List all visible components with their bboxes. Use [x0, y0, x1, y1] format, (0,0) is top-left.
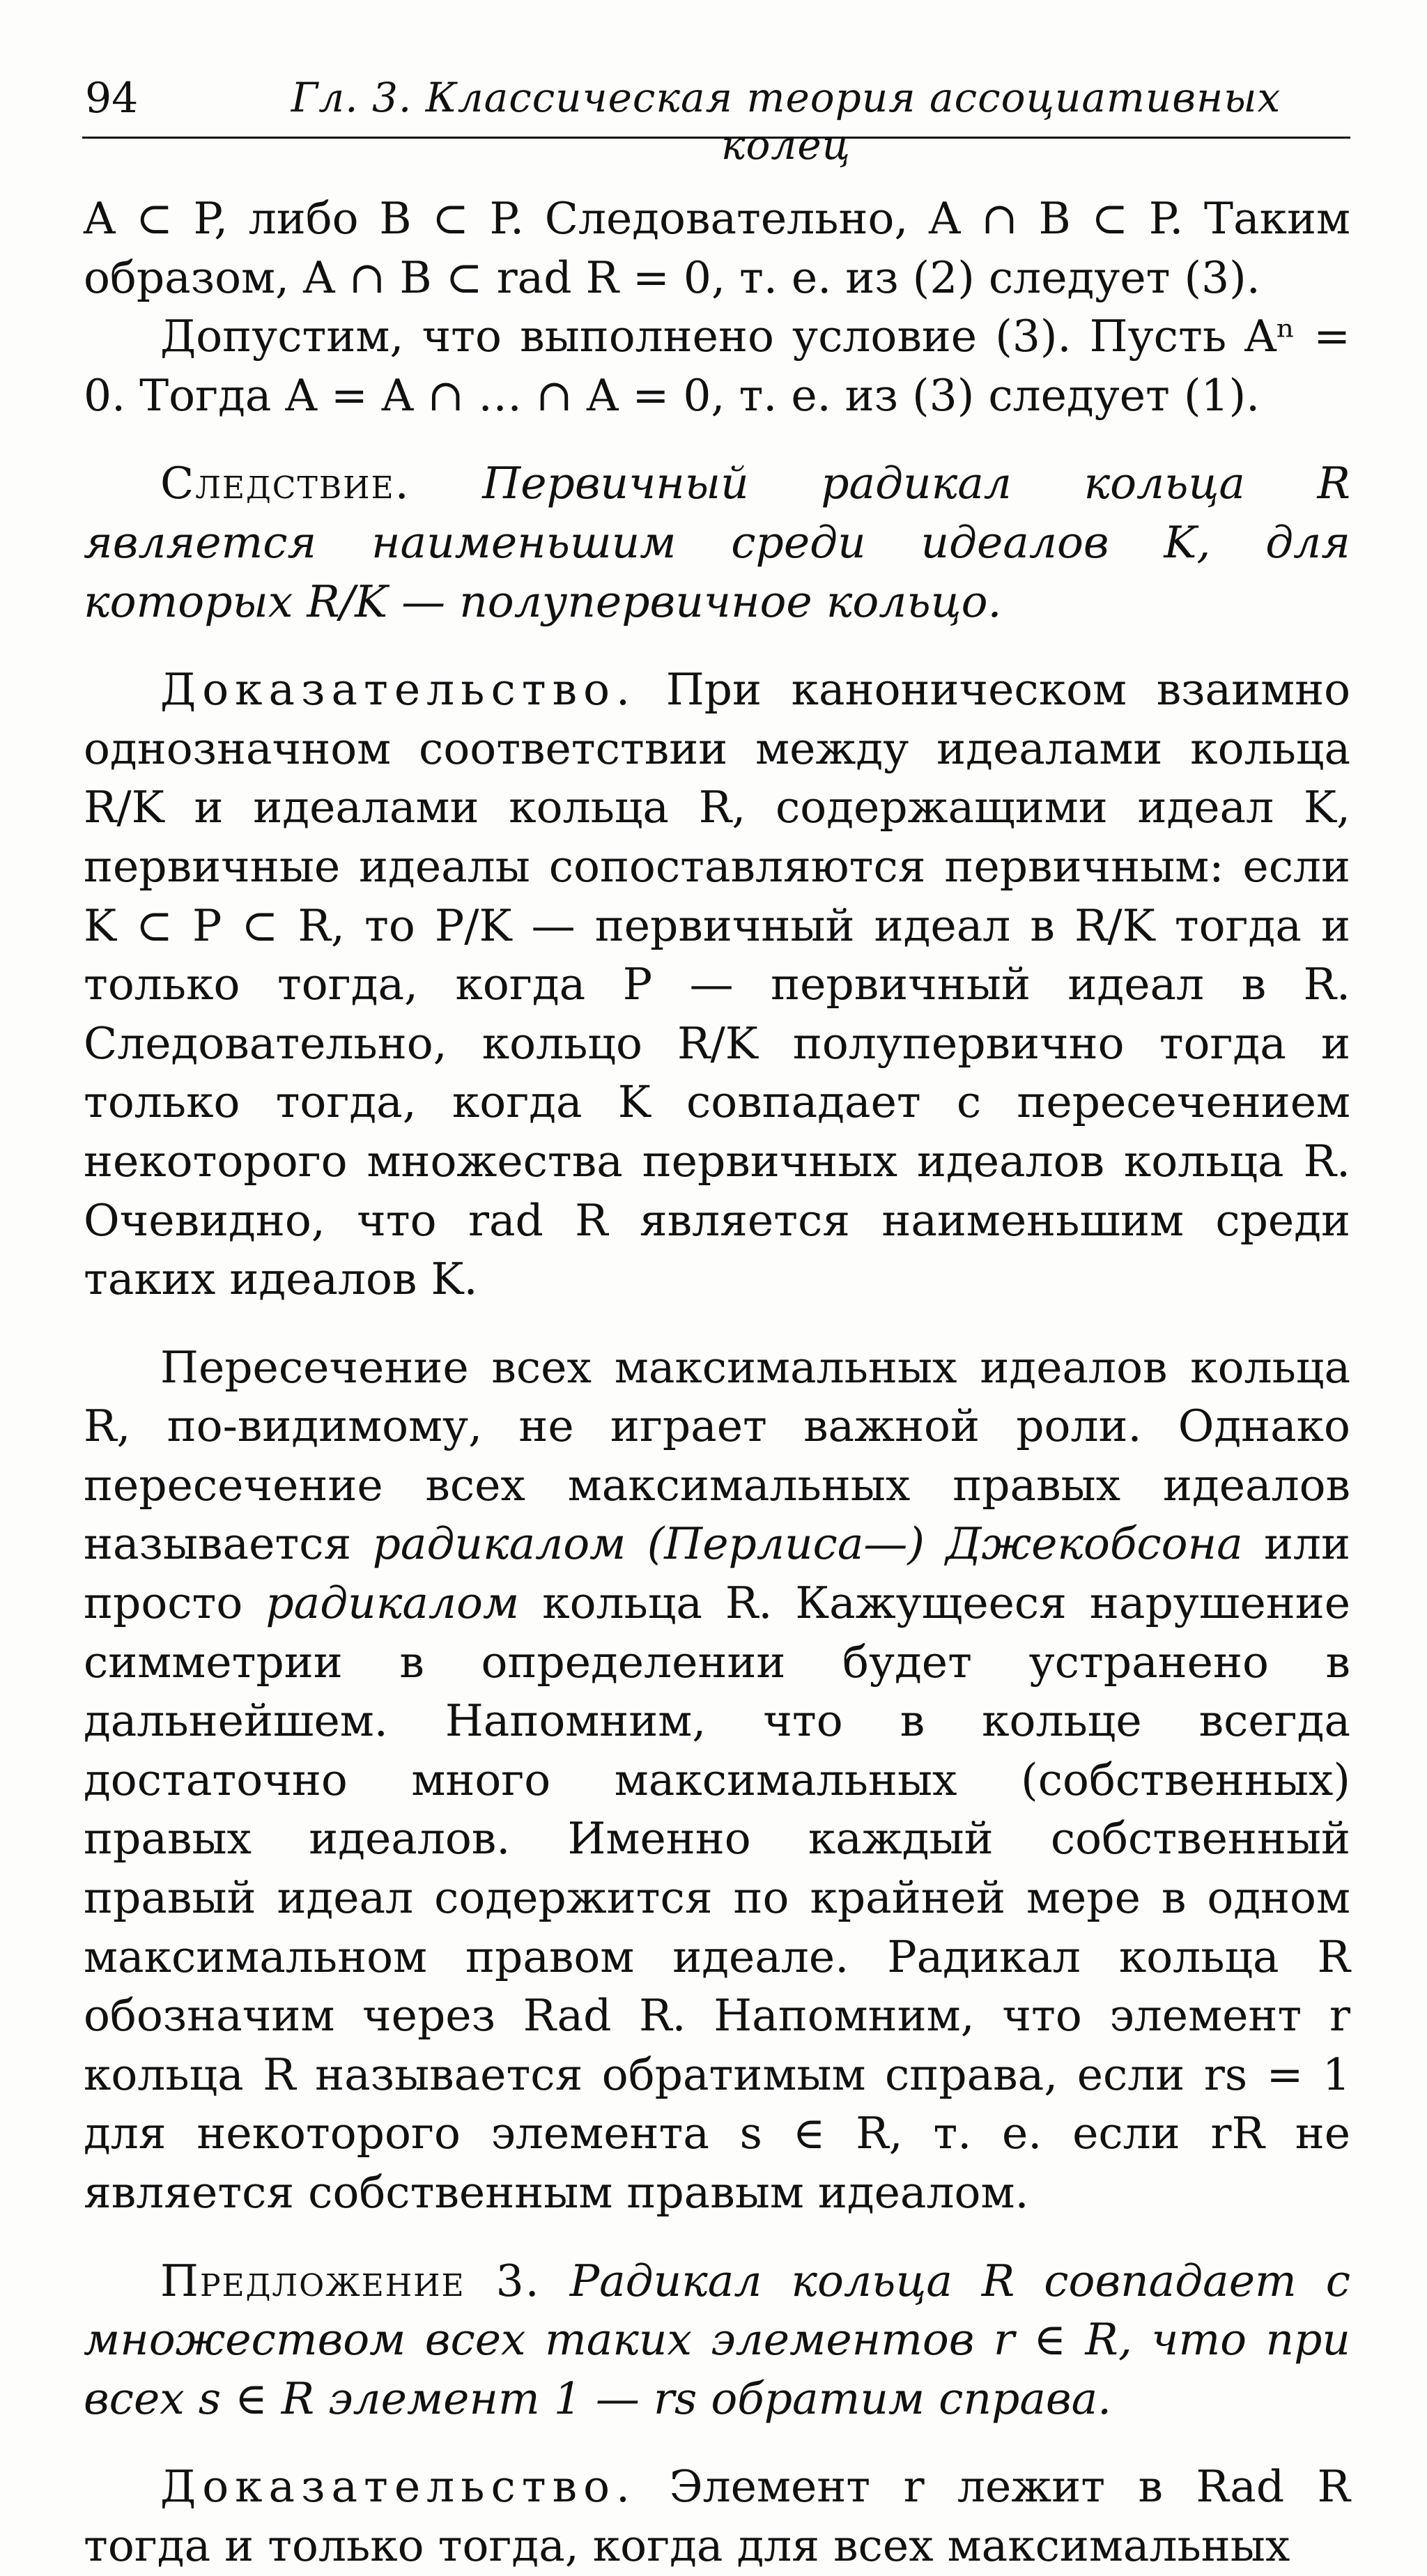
paragraph-text-c: кольца R. Кажущееся нарушение симметрии в определении будет устранено в дальнейшем. Напомним, что в кольце всегда достаточно много максимальных (собственных) правых идеалов. Именно каждый собственный правый идеал содержится по крайней мере в одном максимальном правом идеале. Радикал кольца R обозначим через Rad R. Напомним, что элемент r кольца R называется обратимым справа, если rs = 1 для некоторого элемента s ∈ R, т. е. если rR не является собственным правым идеалом. [84, 1578, 1350, 2218]
proposition-text: Радикал кольца R совпадает с множеством всех таких элементов r ∈ R, что при всех s ∈ R элемент 1 — rs обратим справа. [84, 2255, 1350, 2424]
proof-label: Доказательство. [160, 2461, 637, 2513]
proof-text: При каноническом взаимно однозначном соответствии между идеалами кольца R/K и идеалами кольца R, содержащими идеал K, первичные идеалы сопоставляются первичным: если K ⊂ P ⊂ R, то P/K — первичный идеал в R/K тогда и только тогда, когда P — первичный идеал в R. Следовательно, кольцо R/K полупервично тогда и только тогда, когда K совпадает с пересечением некоторого множества первичных идеалов кольца R. Очевидно, что rad R является наименьшим среди таких идеалов K. [84, 664, 1350, 1305]
proof-proposition [84, 2458, 1350, 2575]
paragraph-jacobson-radical [84, 1339, 1350, 2223]
corollary-text: Первичный радикал кольца R является наименьшим среди идеалов K, для которых R/K — полупервичное кольцо. [84, 458, 1350, 627]
page-header [82, 67, 1350, 169]
term-jacobson-radical: радикалом (Перлиса—) Джекобсона [372, 1518, 1243, 1570]
term-radical: радикалом [265, 1578, 520, 1629]
proposition [84, 2252, 1350, 2429]
proof-text: Элемент r лежит в Rad R тогда и только тогда, когда для всех максимальных [84, 2461, 1350, 2571]
paragraph-text-a: Пересечение всех максимальных идеалов кольца R, по-видимому, не играет важной роли. Однако пересечение всех максимальных правых идеалов называется [84, 1341, 1350, 1570]
paragraph-continuation: A ⊂ P, либо B ⊂ P. Следовательно, A ∩ B ⊂ P. Таким образом, A ∩ B ⊂ rad R = 0, т. е. из (2) следует (3). [84, 193, 1350, 303]
proof-label: Доказательство. [160, 664, 637, 716]
paragraph-assumption: Допустим, что выполнено условие (3). Пусть Aⁿ = 0. Тогда A = A ∩ … ∩ A = 0, т. е. из (3) следует (1). [84, 311, 1350, 421]
page-number: 94 [85, 74, 139, 123]
corollary [84, 454, 1350, 631]
running-title: Гл. 3. Классическая теория ассоциативных колец [291, 74, 1281, 169]
page-body [84, 190, 1350, 2576]
paragraph-text-b: или просто [84, 1518, 1350, 1629]
proposition-label: Предложение 3. [160, 2255, 541, 2306]
proof-corollary [84, 661, 1350, 1309]
corollary-label: Следствие. [160, 458, 410, 509]
